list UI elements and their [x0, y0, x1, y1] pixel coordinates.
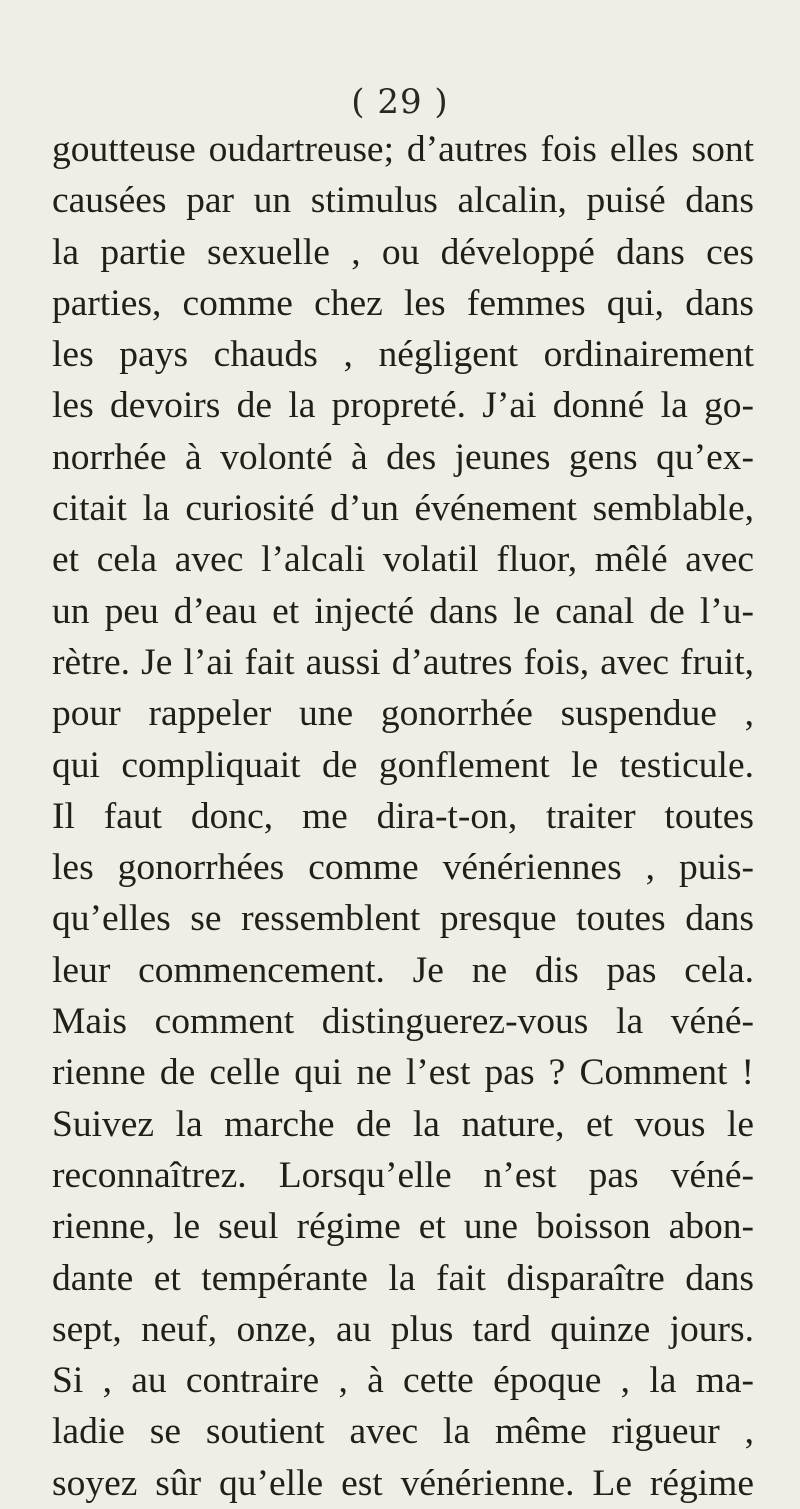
text-line: un peu d’eau et injecté dans le canal de l’u-: [52, 590, 754, 632]
text-line: soyez sûr qu’elle est vénérienne. Le régime: [52, 1462, 754, 1504]
text-line: ladie se soutient avec la même rigueur ,: [52, 1411, 754, 1453]
text-line: qu’elles se ressemblent presque toutes dans: [52, 898, 754, 940]
page-number: ( 29 ): [351, 82, 449, 122]
text-line: qui compliquait de gonflement le testicule.: [52, 744, 754, 786]
text-line: Mais comment distinguerez-vous la véné-: [52, 1001, 754, 1043]
text-line: la partie sexuelle , ou développé dans ces: [52, 231, 754, 273]
text-line: norrhée à volonté à des jeunes gens qu’ex-: [52, 436, 754, 478]
text-line: causées par un stimulus alcalin, puisé dans: [52, 180, 754, 222]
text-line: dante et tempérante la fait disparaître dans: [52, 1257, 754, 1299]
text-line: les pays chauds , négligent ordinairement: [52, 334, 754, 376]
text-line: leur commencement. Je ne dis pas cela.: [52, 949, 754, 991]
text-line: rienne, le seul régime et une boisson abon-: [52, 1206, 754, 1248]
text-line: parties, comme chez les femmes qui, dans: [52, 282, 754, 324]
text-line: Suivez la marche de la nature, et vous le: [52, 1103, 754, 1145]
text-line: les gonorrhées comme vénériennes , puis-: [52, 847, 754, 889]
text-line: citait la curiosité d’un événement semblable,: [52, 488, 754, 530]
text-line: et cela avec l’alcali volatil fluor, mêlé avec: [52, 539, 754, 581]
text-line: les devoirs de la propreté. J’ai donné la go-: [52, 385, 754, 427]
text-line: sept, neuf, onze, au plus tard quinze jours.: [52, 1308, 754, 1350]
text-line: Si , au contraire , à cette époque , la ma-: [52, 1360, 754, 1402]
text-line: pour rappeler une gonorrhée suspendue ,: [52, 693, 754, 735]
text-line: Il faut donc, me dira-t-on, traiter toutes: [52, 795, 754, 837]
text-line: rètre. Je l’ai fait aussi d’autres fois, avec fruit,: [52, 641, 754, 683]
text-line: rienne de celle qui ne l’est pas ? Comment !: [52, 1052, 754, 1094]
text-line: reconnaîtrez. Lorsqu’elle n’est pas véné-: [52, 1154, 754, 1196]
body-text: [52, 124, 754, 1509]
text-line: goutteuse oudartreuse; d’autres fois elles sont: [52, 129, 754, 170]
